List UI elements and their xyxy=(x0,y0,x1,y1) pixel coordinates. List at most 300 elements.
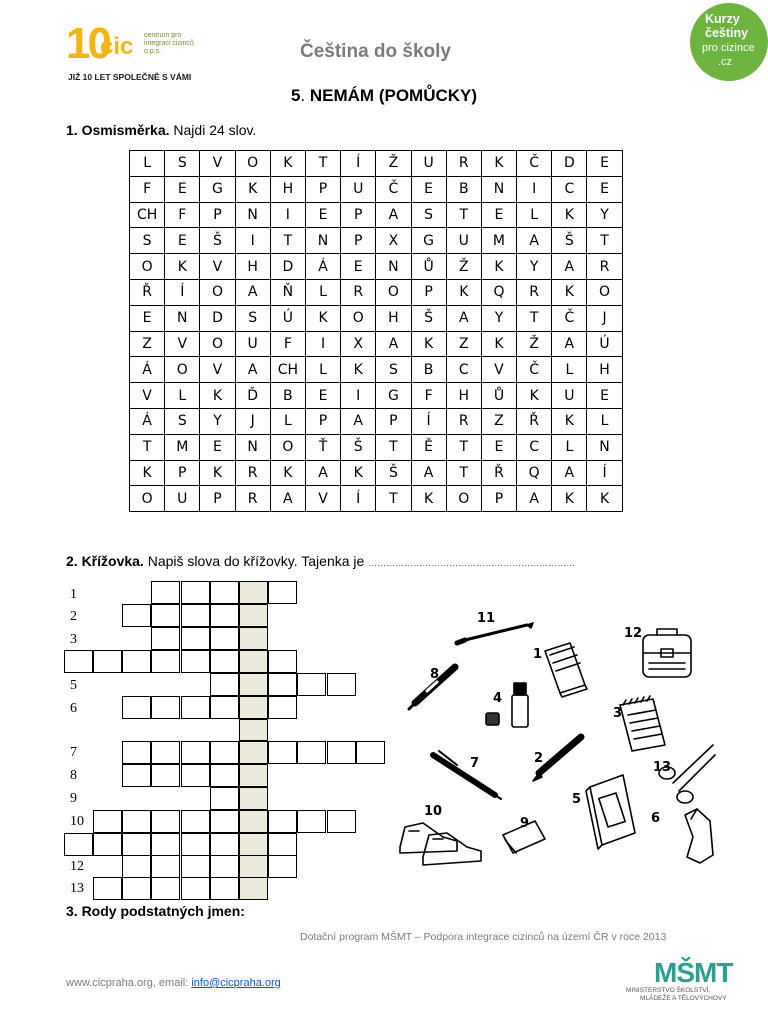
word-search-cell[interactable]: T xyxy=(446,434,481,460)
footer-program: Dotační program MŠMT – Podpora integrace cizinců na území ČR v roce 2013 xyxy=(300,931,667,943)
word-search-cell[interactable]: T xyxy=(446,460,481,486)
word-search-cell[interactable]: Ř xyxy=(130,279,165,305)
crossword-key-cell[interactable] xyxy=(239,810,268,833)
word-search-cell[interactable]: R xyxy=(517,279,552,305)
word-search-cell[interactable]: B xyxy=(446,176,481,202)
word-search-cell[interactable]: I xyxy=(305,331,340,357)
crossword-cell[interactable] xyxy=(181,764,210,787)
crossword-cell[interactable] xyxy=(268,650,297,673)
word-search-cell[interactable]: A xyxy=(552,460,587,486)
word-search-cell[interactable]: U xyxy=(165,486,200,512)
word-search-cell[interactable]: I xyxy=(517,176,552,202)
word-search-cell[interactable]: Í xyxy=(587,460,622,486)
word-search-cell[interactable]: Y xyxy=(517,254,552,280)
word-search-cell[interactable]: K xyxy=(552,408,587,434)
crossword-cell[interactable] xyxy=(151,810,180,833)
word-search-cell[interactable]: Í xyxy=(165,279,200,305)
word-search-cell[interactable]: C xyxy=(517,434,552,460)
word-search-cell[interactable]: V xyxy=(200,254,235,280)
word-search-cell[interactable]: Ť xyxy=(305,434,340,460)
crossword-cell[interactable] xyxy=(210,810,239,833)
crossword-cell[interactable] xyxy=(122,741,151,764)
section-2-heading xyxy=(66,553,575,569)
word-search-cell[interactable]: K xyxy=(165,254,200,280)
crossword-key-cell[interactable] xyxy=(239,673,268,696)
word-search-cell[interactable]: Ů xyxy=(481,383,516,409)
word-search-cell[interactable]: A xyxy=(341,408,376,434)
word-search-cell[interactable]: R xyxy=(235,460,270,486)
word-search-cell[interactable]: L xyxy=(517,202,552,228)
crossword-cell[interactable] xyxy=(93,833,122,856)
word-search-cell[interactable]: K xyxy=(481,331,516,357)
word-search-row xyxy=(130,254,623,280)
crossword-cell[interactable] xyxy=(93,877,122,900)
crossword-key-cell[interactable] xyxy=(239,627,268,650)
word-search-cell[interactable]: E xyxy=(130,305,165,331)
word-search-cell[interactable]: I xyxy=(341,383,376,409)
word-search-cell[interactable]: N xyxy=(165,305,200,331)
word-search-cell[interactable]: Ů xyxy=(411,254,446,280)
crossword-cell[interactable] xyxy=(210,877,239,900)
word-search-cell[interactable]: E xyxy=(481,434,516,460)
word-search-cell[interactable]: K xyxy=(411,486,446,512)
crossword-key-cell[interactable] xyxy=(239,581,268,604)
crossword-cell[interactable] xyxy=(151,877,180,900)
word-search-cell[interactable]: L xyxy=(130,151,165,177)
word-search-cell[interactable]: P xyxy=(305,176,340,202)
word-search-cell[interactable]: Z xyxy=(130,331,165,357)
word-search-cell[interactable]: H xyxy=(235,254,270,280)
word-search-cell[interactable]: S xyxy=(130,228,165,254)
crossword-cell[interactable] xyxy=(297,741,326,764)
word-search-cell[interactable]: R xyxy=(587,254,622,280)
crossword-cell[interactable] xyxy=(210,764,239,787)
word-search-cell[interactable]: H xyxy=(446,383,481,409)
word-search-cell[interactable]: L xyxy=(305,279,340,305)
word-search-cell[interactable]: O xyxy=(376,279,411,305)
word-search-cell[interactable]: K xyxy=(587,486,622,512)
crossword-cell[interactable] xyxy=(181,696,210,719)
word-search-cell[interactable]: Á xyxy=(130,408,165,434)
word-search-cell[interactable]: E xyxy=(341,254,376,280)
word-search-cell[interactable]: P xyxy=(341,228,376,254)
crossword-cell[interactable] xyxy=(268,855,297,878)
word-search-cell[interactable]: O xyxy=(270,434,305,460)
word-search-cell[interactable]: Í xyxy=(341,486,376,512)
crossword-cell[interactable] xyxy=(268,581,297,604)
crossword-cell[interactable] xyxy=(122,833,151,856)
crossword-cell[interactable] xyxy=(210,696,239,719)
word-search-cell[interactable]: C xyxy=(552,176,587,202)
word-search-cell[interactable]: O xyxy=(165,357,200,383)
word-search-cell[interactable]: T xyxy=(446,202,481,228)
word-search-cell[interactable]: E xyxy=(587,383,622,409)
word-search-cell[interactable]: F xyxy=(165,202,200,228)
word-search-cell[interactable]: P xyxy=(341,202,376,228)
word-search-cell[interactable]: X xyxy=(376,228,411,254)
footer-contact xyxy=(66,977,281,989)
word-search-row xyxy=(130,434,623,460)
crossword-cell[interactable] xyxy=(122,604,151,627)
word-search-cell[interactable]: Á xyxy=(130,357,165,383)
word-search-cell[interactable]: N xyxy=(305,228,340,254)
word-search-cell[interactable]: R xyxy=(235,486,270,512)
crossword-cell[interactable] xyxy=(327,673,356,696)
word-search-cell[interactable]: P xyxy=(411,279,446,305)
crossword-cell[interactable] xyxy=(210,833,239,856)
crossword-cell[interactable] xyxy=(327,741,356,764)
word-search-cell[interactable]: P xyxy=(165,460,200,486)
crossword-cell[interactable] xyxy=(181,833,210,856)
word-search-cell[interactable]: Ř xyxy=(517,408,552,434)
picture-label: 1 xyxy=(533,647,543,662)
word-search-cell[interactable]: Ž xyxy=(376,151,411,177)
word-search-cell[interactable]: O xyxy=(446,486,481,512)
badge-line-1: Kurzy xyxy=(705,12,740,26)
word-search-cell[interactable]: A xyxy=(517,228,552,254)
word-search-cell[interactable]: K xyxy=(411,331,446,357)
word-search-cell[interactable]: N xyxy=(481,176,516,202)
word-search-cell[interactable]: Ž xyxy=(446,254,481,280)
crossword-key-cell[interactable] xyxy=(239,787,268,810)
word-search-cell[interactable]: T xyxy=(130,434,165,460)
crossword-key-cell[interactable] xyxy=(239,741,268,764)
word-search-cell[interactable]: Y xyxy=(481,305,516,331)
crossword-key-cell[interactable] xyxy=(239,877,268,900)
word-search-cell[interactable]: R xyxy=(446,408,481,434)
word-search-cell[interactable]: M xyxy=(165,434,200,460)
crossword-key-cell[interactable] xyxy=(239,855,268,878)
word-search-cell[interactable]: K xyxy=(270,151,305,177)
word-search-cell[interactable]: A xyxy=(517,486,552,512)
pictures-panel xyxy=(395,605,730,880)
word-search-cell[interactable]: P xyxy=(376,408,411,434)
word-search-cell[interactable]: E xyxy=(305,383,340,409)
word-search-cell[interactable]: J xyxy=(587,305,622,331)
word-search-cell[interactable]: Č xyxy=(376,176,411,202)
word-search-cell[interactable]: S xyxy=(411,202,446,228)
word-search-cell[interactable]: L xyxy=(165,383,200,409)
word-search-cell[interactable]: Q xyxy=(517,460,552,486)
crossword-cell[interactable] xyxy=(210,581,239,604)
crossword-cell[interactable] xyxy=(268,673,297,696)
word-search-cell[interactable]: Ď xyxy=(235,383,270,409)
word-search-cell[interactable]: Š xyxy=(376,460,411,486)
word-search-cell[interactable]: A xyxy=(552,254,587,280)
crossword-row-number: 1 xyxy=(70,587,77,602)
tajenka-blank[interactable]: …………………………………………………………… xyxy=(368,558,576,568)
crossword-cell[interactable] xyxy=(181,650,210,673)
word-search-cell[interactable]: K xyxy=(552,279,587,305)
word-search-cell[interactable]: X xyxy=(341,331,376,357)
crossword-cell[interactable] xyxy=(151,696,180,719)
word-search-cell[interactable]: Ř xyxy=(481,460,516,486)
crossword-cell[interactable] xyxy=(93,810,122,833)
crossword-cell[interactable] xyxy=(181,855,210,878)
word-search-cell[interactable]: A xyxy=(235,279,270,305)
crossword-cell[interactable] xyxy=(210,787,239,810)
word-search-cell[interactable]: Ň xyxy=(270,279,305,305)
word-search-cell[interactable]: D xyxy=(270,254,305,280)
word-search-cell[interactable]: G xyxy=(376,383,411,409)
word-search-cell[interactable]: N xyxy=(376,254,411,280)
crossword-cell[interactable] xyxy=(297,810,326,833)
word-search-cell[interactable]: I xyxy=(270,202,305,228)
word-search-cell[interactable]: B xyxy=(270,383,305,409)
word-search-cell[interactable]: E xyxy=(481,202,516,228)
crossword-cell[interactable] xyxy=(327,810,356,833)
crossword-cell[interactable] xyxy=(151,604,180,627)
word-search-cell[interactable]: E xyxy=(165,176,200,202)
crossword-key-cell[interactable] xyxy=(239,833,268,856)
word-search-cell[interactable]: R xyxy=(341,279,376,305)
word-search-cell[interactable]: Í xyxy=(411,408,446,434)
picture-label: 3 xyxy=(613,706,623,721)
crossword-cell[interactable] xyxy=(181,604,210,627)
word-search-cell[interactable]: A xyxy=(446,305,481,331)
word-search-cell[interactable]: O xyxy=(130,254,165,280)
word-search-cell[interactable]: V xyxy=(165,331,200,357)
word-search-cell[interactable]: O xyxy=(130,486,165,512)
crossword-cell[interactable] xyxy=(181,627,210,650)
word-search-cell[interactable]: O xyxy=(200,279,235,305)
crossword-cell[interactable] xyxy=(356,741,385,764)
crossword-cell[interactable] xyxy=(181,581,210,604)
crossword-cell[interactable] xyxy=(122,855,151,878)
courses-badge[interactable] xyxy=(690,3,768,81)
word-search-cell[interactable]: S xyxy=(235,305,270,331)
crossword-cell[interactable] xyxy=(210,673,239,696)
word-search-cell[interactable]: A xyxy=(270,486,305,512)
word-search-cell[interactable]: P xyxy=(200,486,235,512)
badge-line-2: češtiny xyxy=(705,26,749,40)
word-search-cell[interactable]: B xyxy=(411,357,446,383)
word-search-cell[interactable]: T xyxy=(376,486,411,512)
word-search-cell[interactable]: Ě xyxy=(411,434,446,460)
word-search-cell[interactable]: K xyxy=(552,202,587,228)
crossword-cell[interactable] xyxy=(210,627,239,650)
logo-number: 10 xyxy=(66,19,109,68)
word-search-cell[interactable]: U xyxy=(446,228,481,254)
word-search-cell[interactable]: L xyxy=(305,357,340,383)
crossword-row-number: 8 xyxy=(70,768,77,783)
crossword-key-cell[interactable] xyxy=(239,604,268,627)
word-search-cell[interactable]: D xyxy=(200,305,235,331)
picture-label: 6 xyxy=(651,811,661,826)
word-search-cell[interactable]: K xyxy=(270,460,305,486)
word-search-cell[interactable]: A xyxy=(305,460,340,486)
word-search-cell[interactable]: Z xyxy=(446,331,481,357)
crossword-cell[interactable] xyxy=(151,581,180,604)
word-search-cell[interactable]: K xyxy=(235,176,270,202)
crossword-cell[interactable] xyxy=(181,810,210,833)
crossword-cell[interactable] xyxy=(122,877,151,900)
word-search-cell[interactable]: Č xyxy=(552,305,587,331)
word-search-cell[interactable]: G xyxy=(200,176,235,202)
crossword-cell[interactable] xyxy=(268,741,297,764)
word-search-cell[interactable]: T xyxy=(376,434,411,460)
word-search-cell[interactable]: U xyxy=(235,331,270,357)
word-search-cell[interactable]: K xyxy=(517,383,552,409)
word-search-cell[interactable]: Č xyxy=(517,357,552,383)
word-search-cell[interactable]: V xyxy=(130,383,165,409)
word-search-cell[interactable]: Š xyxy=(200,228,235,254)
word-search-cell[interactable]: P xyxy=(200,202,235,228)
word-search-cell[interactable]: A xyxy=(376,331,411,357)
word-search-cell[interactable]: Ú xyxy=(587,331,622,357)
word-search-cell[interactable]: CH xyxy=(270,357,305,383)
word-search-cell[interactable]: Y xyxy=(200,408,235,434)
word-search-cell[interactable]: G xyxy=(411,228,446,254)
crossword-cell[interactable] xyxy=(210,855,239,878)
word-search-row xyxy=(130,460,623,486)
word-search-cell[interactable]: E xyxy=(587,176,622,202)
word-search-cell[interactable]: N xyxy=(235,202,270,228)
word-search-cell[interactable]: T xyxy=(587,228,622,254)
word-search-cell[interactable]: F xyxy=(411,383,446,409)
word-search-cell[interactable]: L xyxy=(552,434,587,460)
word-search-cell[interactable]: S xyxy=(376,357,411,383)
word-search-cell[interactable]: H xyxy=(587,357,622,383)
crossword-cell[interactable] xyxy=(151,741,180,764)
crossword-cell[interactable] xyxy=(122,810,151,833)
word-search-cell[interactable]: A xyxy=(552,331,587,357)
word-search-cell[interactable]: R xyxy=(446,151,481,177)
word-search-cell[interactable]: E xyxy=(587,151,622,177)
word-search-cell[interactable]: E xyxy=(411,176,446,202)
word-search-cell[interactable]: U xyxy=(341,176,376,202)
word-search-cell[interactable]: O xyxy=(587,279,622,305)
word-search-cell[interactable]: Ú xyxy=(270,305,305,331)
word-search-cell[interactable]: K xyxy=(200,383,235,409)
crossword-cell[interactable] xyxy=(64,650,93,673)
word-search-cell[interactable]: K xyxy=(305,305,340,331)
word-search-cell[interactable]: K xyxy=(341,357,376,383)
word-search-cell[interactable]: K xyxy=(481,254,516,280)
word-search-cell[interactable]: K xyxy=(130,460,165,486)
word-search-cell[interactable]: K xyxy=(200,460,235,486)
crossword-cell[interactable] xyxy=(151,764,180,787)
word-search-cell[interactable]: O xyxy=(200,331,235,357)
picture-label: 8 xyxy=(430,667,440,682)
word-search-cell[interactable]: F xyxy=(130,176,165,202)
word-search-cell[interactable]: N xyxy=(235,434,270,460)
crossword-cell[interactable] xyxy=(151,833,180,856)
word-search-cell[interactable]: D xyxy=(552,151,587,177)
word-search-row xyxy=(130,151,623,177)
word-search-cell[interactable]: P xyxy=(481,486,516,512)
word-search-cell[interactable]: P xyxy=(305,408,340,434)
word-search-cell[interactable]: T xyxy=(270,228,305,254)
word-search-row xyxy=(130,305,623,331)
bag-icon xyxy=(685,809,713,863)
word-search-cell[interactable]: L xyxy=(552,357,587,383)
word-search-cell[interactable]: U xyxy=(552,383,587,409)
word-search-cell[interactable]: Ž xyxy=(517,331,552,357)
crossword-key-cell[interactable] xyxy=(239,650,268,673)
crossword-cell[interactable] xyxy=(122,696,151,719)
word-search-cell[interactable]: U xyxy=(411,151,446,177)
word-search-cell[interactable]: L xyxy=(587,408,622,434)
word-search-cell[interactable]: E xyxy=(305,202,340,228)
crossword-row-number: 10 xyxy=(70,814,84,829)
crossword-cell[interactable] xyxy=(210,650,239,673)
word-search-cell[interactable]: H xyxy=(270,176,305,202)
crossword-cell[interactable] xyxy=(210,741,239,764)
svg-text:MŠMT: MŠMT xyxy=(654,957,733,986)
word-search-cell[interactable]: CH xyxy=(130,202,165,228)
crossword-key-cell[interactable] xyxy=(239,764,268,787)
word-search-cell[interactable]: A xyxy=(235,357,270,383)
crossword-cell[interactable] xyxy=(268,696,297,719)
word-search-cell[interactable]: L xyxy=(270,408,305,434)
word-search-cell[interactable]: T xyxy=(305,151,340,177)
word-search-cell[interactable]: T xyxy=(517,305,552,331)
word-search-cell[interactable]: Š xyxy=(552,228,587,254)
crossword-cell[interactable] xyxy=(268,833,297,856)
word-search-cell[interactable]: H xyxy=(376,305,411,331)
word-search-cell[interactable]: K xyxy=(481,151,516,177)
word-search-cell[interactable]: M xyxy=(481,228,516,254)
word-search-cell[interactable]: S xyxy=(165,408,200,434)
crossword-cell[interactable] xyxy=(210,604,239,627)
crossword-cell[interactable] xyxy=(268,810,297,833)
word-search-cell[interactable]: F xyxy=(270,331,305,357)
word-search-cell[interactable]: A xyxy=(376,202,411,228)
word-search-cell[interactable]: J xyxy=(235,408,270,434)
crossword-cell[interactable] xyxy=(181,877,210,900)
word-search-cell[interactable]: Í xyxy=(341,151,376,177)
word-search-cell[interactable]: Á xyxy=(305,254,340,280)
crossword-row-number: 5 xyxy=(70,678,77,693)
crossword-cell[interactable] xyxy=(122,650,151,673)
word-search-cell[interactable]: I xyxy=(235,228,270,254)
word-search-cell[interactable]: A xyxy=(411,460,446,486)
word-search-cell[interactable]: Q xyxy=(481,279,516,305)
crossword-key-cell[interactable] xyxy=(239,696,268,719)
footer-email-link[interactable]: info@cicpraha.org xyxy=(191,977,281,989)
word-search-cell[interactable]: V xyxy=(200,357,235,383)
word-search-cell[interactable]: K xyxy=(446,279,481,305)
crossword-cell[interactable] xyxy=(64,833,93,856)
word-search-cell[interactable]: V xyxy=(305,486,340,512)
crossword-cell[interactable] xyxy=(297,673,326,696)
word-search-cell[interactable]: N xyxy=(587,434,622,460)
crossword-cell[interactable] xyxy=(93,650,122,673)
crossword-cell[interactable] xyxy=(181,741,210,764)
word-search-cell[interactable]: O xyxy=(235,151,270,177)
word-search-cell[interactable]: Š xyxy=(341,434,376,460)
word-search-cell[interactable]: Š xyxy=(411,305,446,331)
word-search-cell[interactable]: K xyxy=(341,460,376,486)
crossword-cell[interactable] xyxy=(151,650,180,673)
word-search-cell[interactable]: K xyxy=(552,486,587,512)
word-search-cell[interactable]: V xyxy=(200,151,235,177)
word-search-cell[interactable]: V xyxy=(481,357,516,383)
word-search-cell[interactable]: C xyxy=(446,357,481,383)
word-search-cell[interactable]: O xyxy=(341,305,376,331)
word-search-row xyxy=(130,331,623,357)
word-search-cell[interactable]: Č xyxy=(517,151,552,177)
crossword-cell[interactable] xyxy=(151,855,180,878)
word-search-cell[interactable]: E xyxy=(200,434,235,460)
word-search-cell[interactable]: S xyxy=(165,151,200,177)
crossword-cell[interactable] xyxy=(122,764,151,787)
word-search-cell[interactable]: E xyxy=(165,228,200,254)
word-search-cell[interactable]: Z xyxy=(481,408,516,434)
crossword-cell[interactable] xyxy=(151,627,180,650)
word-search-cell[interactable]: Y xyxy=(587,202,622,228)
